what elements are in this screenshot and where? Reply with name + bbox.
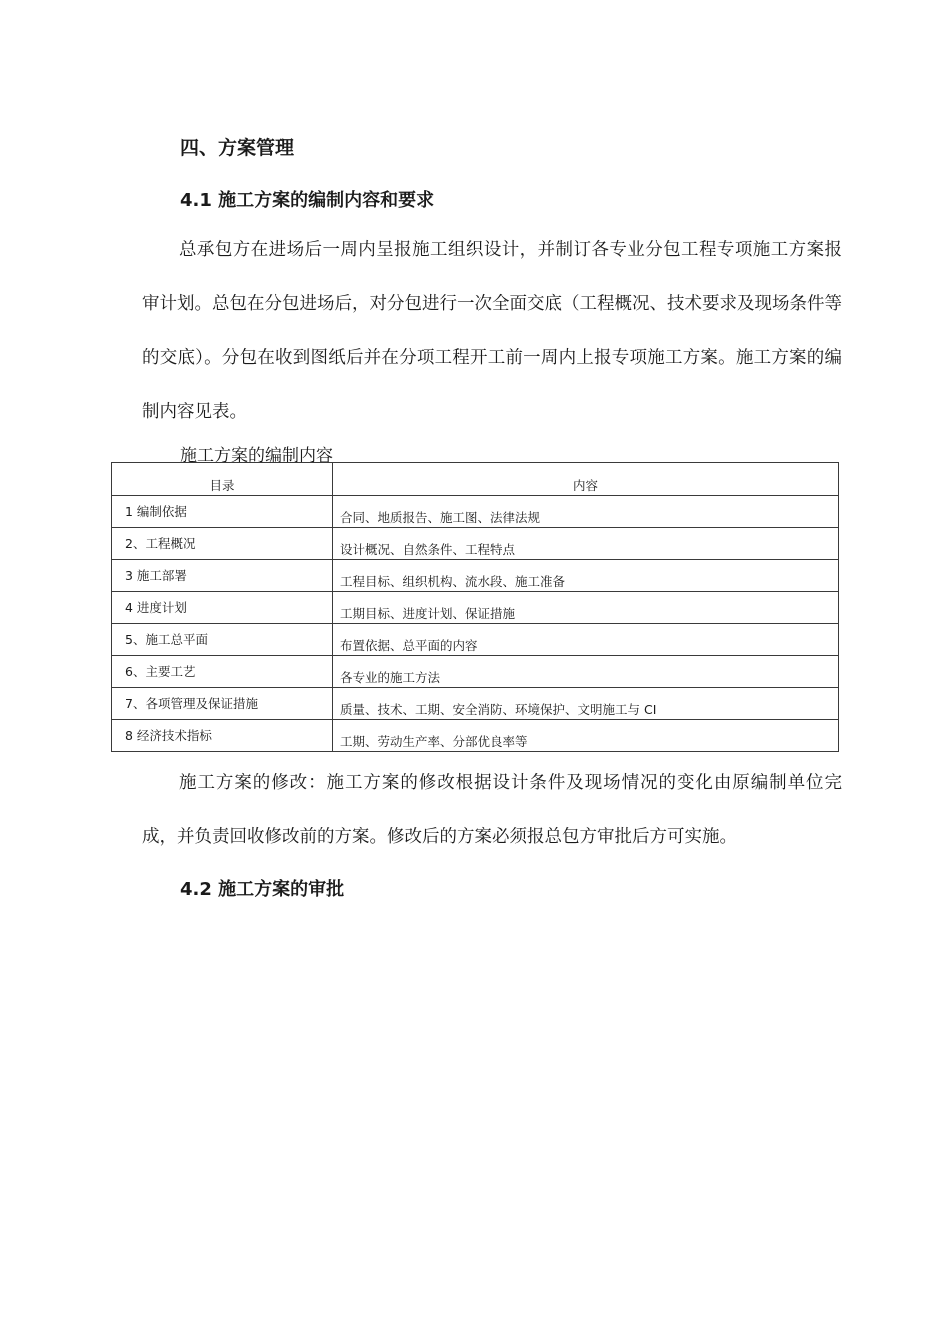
table-cell-catalog: 7、各项管理及保证措施 bbox=[112, 688, 333, 720]
table-cell-catalog: 4 进度计划 bbox=[112, 592, 333, 624]
body-paragraph-revision: 施工方案的修改：施工方案的修改根据设计条件及现场情况的变化由原编制单位完成，并负责回收修改前的方案。修改后的方案必须报总包方审批后方可实施。 bbox=[142, 773, 842, 847]
subsection-title-4-2: 4.2 施工方案的审批 bbox=[180, 879, 345, 900]
table-cell-content: 各专业的施工方法 bbox=[333, 656, 839, 688]
table-cell-catalog: 3 施工部署 bbox=[112, 560, 333, 592]
table-row bbox=[112, 688, 839, 720]
table-cell-content: 合同、地质报告、施工图、法律法规 bbox=[333, 496, 839, 528]
table-cell-content: 设计概况、自然条件、工程特点 bbox=[333, 528, 839, 560]
body-paragraph: 总承包方在进场后一周内呈报施工组织设计，并制订各专业分包工程专项施工方案报审计划。总包在分包进场后，对分包进行一次全面交底（工程概况、技术要求及现场条件等的交底）。分包在收到图纸后并在分项工程开工前一周内上报专项施工方案。施工方案的编制内容见表。 bbox=[142, 240, 842, 422]
table-row bbox=[112, 528, 839, 560]
subsection-title-4-1: 4.1 施工方案的编制内容和要求 bbox=[180, 190, 435, 211]
table-row bbox=[112, 560, 839, 592]
column-header-content: 内容 bbox=[333, 463, 839, 496]
column-header-catalog: 目录 bbox=[112, 463, 333, 496]
table-row bbox=[112, 592, 839, 624]
table-row bbox=[112, 656, 839, 688]
table-cell-content: 工期、劳动生产率、分部优良率等 bbox=[333, 720, 839, 752]
table-caption: 施工方案的编制内容 bbox=[180, 446, 333, 466]
table-cell-catalog: 8 经济技术指标 bbox=[112, 720, 333, 752]
table-cell-catalog: 1 编制依据 bbox=[112, 496, 333, 528]
table-cell-content: 质量、技术、工期、安全消防、环境保护、文明施工与 CI bbox=[333, 688, 839, 720]
table-cell-content: 工期目标、进度计划、保证措施 bbox=[333, 592, 839, 624]
section-title: 四、方案管理 bbox=[180, 137, 295, 159]
table-row bbox=[112, 720, 839, 752]
table-row bbox=[112, 496, 839, 528]
table-cell-content: 工程目标、组织机构、流水段、施工准备 bbox=[333, 560, 839, 592]
table-cell-content: 布置依据、总平面的内容 bbox=[333, 624, 839, 656]
table-row bbox=[112, 624, 839, 656]
table-cell-catalog: 2、工程概况 bbox=[112, 528, 333, 560]
plan-content-table bbox=[111, 462, 839, 752]
table-cell-catalog: 6、主要工艺 bbox=[112, 656, 333, 688]
table-header-row bbox=[112, 463, 839, 496]
table-cell-catalog: 5、施工总平面 bbox=[112, 624, 333, 656]
